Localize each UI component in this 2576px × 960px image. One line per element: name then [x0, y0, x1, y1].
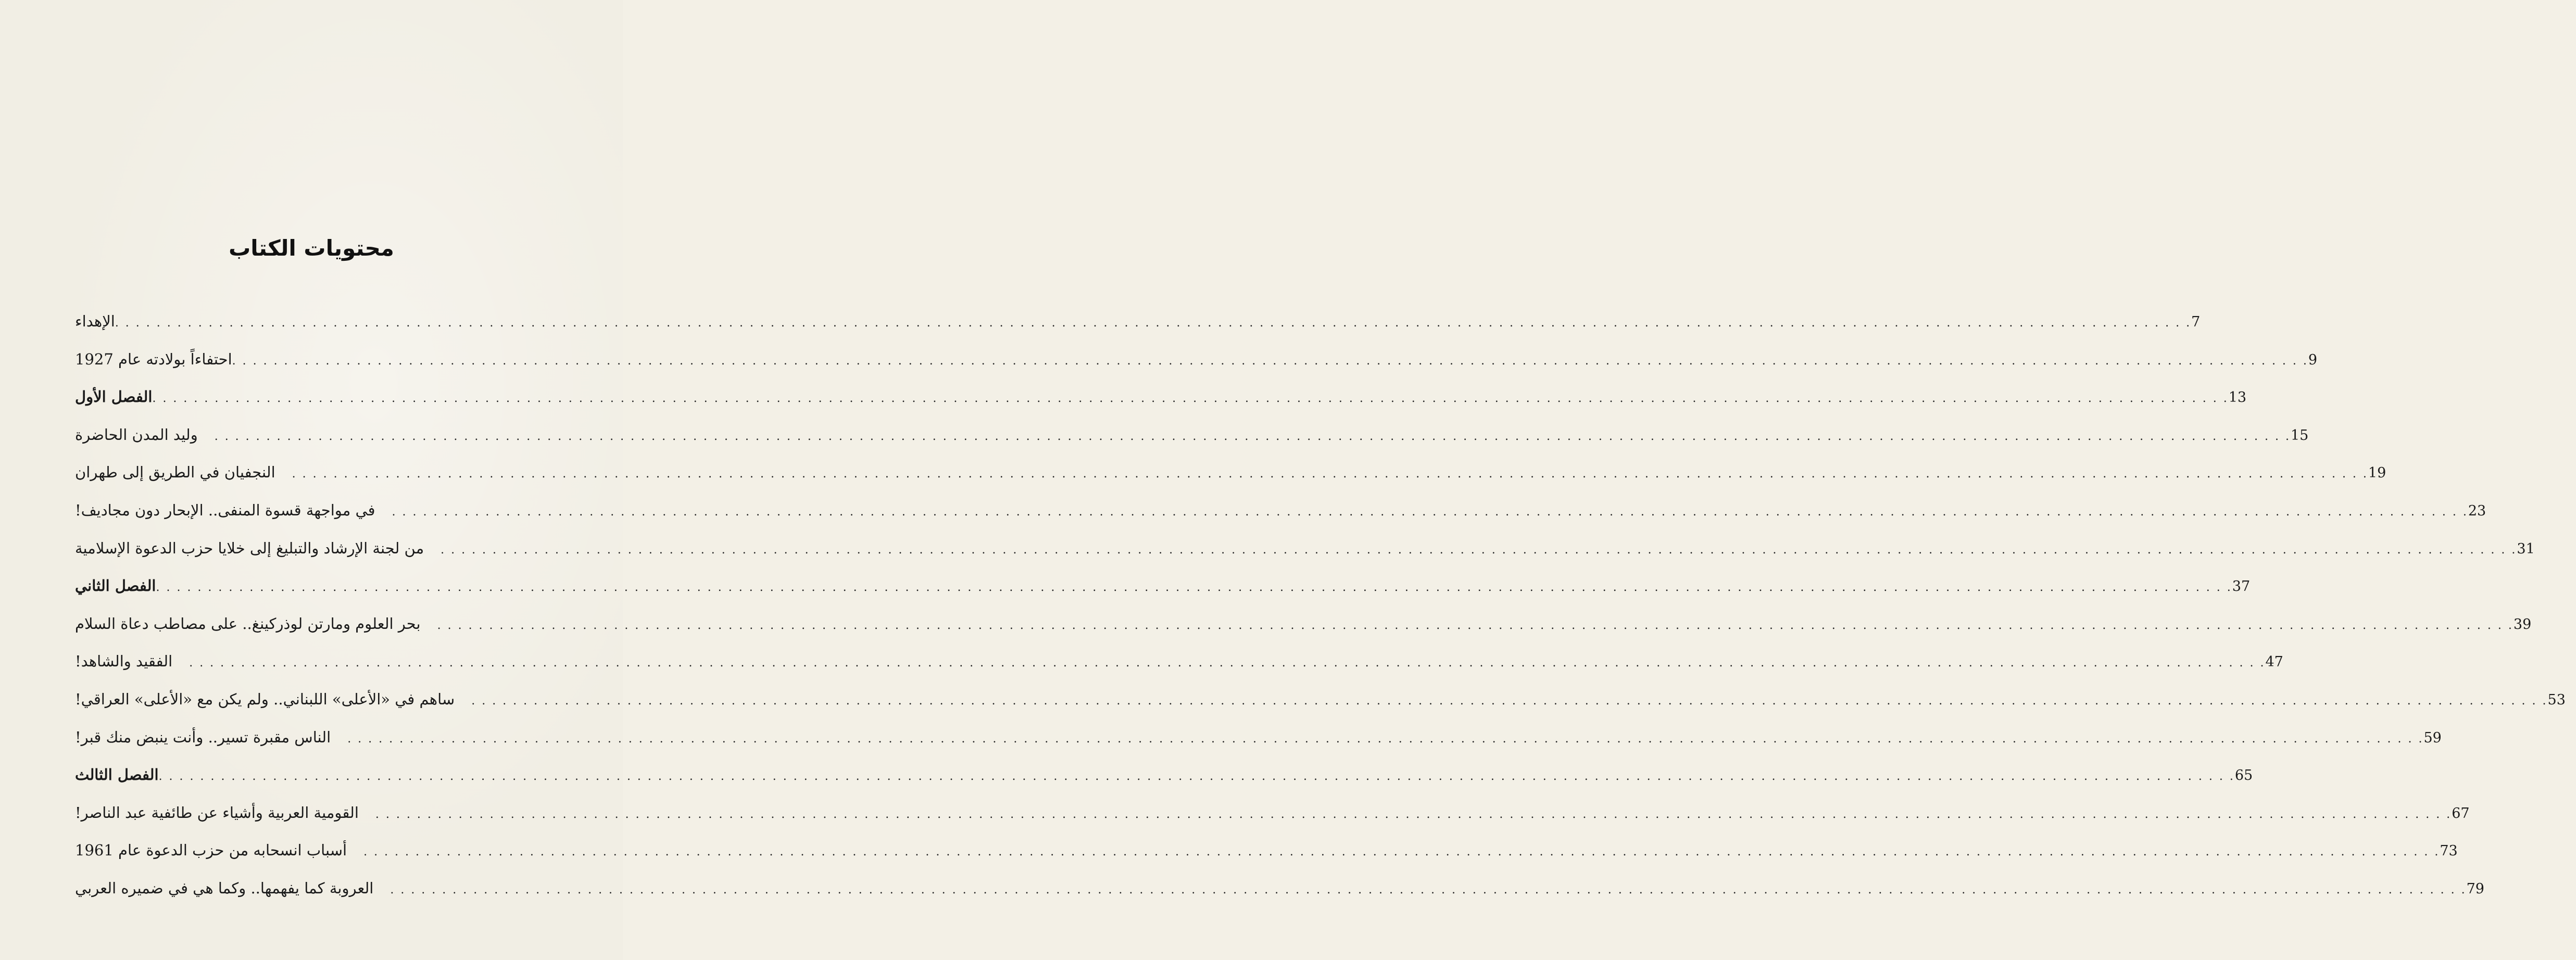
toc-entry-page-number: 37: [2232, 578, 2251, 595]
toc-entry: [68, 501, 2486, 539]
toc-entry-page-number: 53: [2547, 691, 2566, 708]
toc-entry: [68, 879, 2484, 917]
dot-leader: . . . . . . . . . . . . . . . . . . . . . . . . . . . . . . . . . . . . . . . . . . . . . . . . . . . . . . . . . . . . . . . . . . . . . . . . . . . . . . . . . . . . . . . . . . . . . . . . . . . . . . . . . . . . . . . . . . . . . . . . . . . . . . . . . . . . . . . . . . . . . . . . . . . . . . . . . . . . . . . . . . . . . . . . . . . . . . . . . . . . . . . . . . . . . . . . . . . . . . . .: [214, 430, 2291, 443]
toc-entry: [68, 312, 2201, 350]
toc-entry: [68, 350, 2318, 388]
page-title: محتويات الكتاب: [229, 235, 394, 261]
dot-leader: . . . . . . . . . . . . . . . . . . . . . . . . . . . . . . . . . . . . . . . . . . . . . . . . . . . . . . . . . . . . . . . . . . . . . . . . . . . . . . . . . . . . . . . . . . . . . . . . . . . . . . . . . . . . . . . . . . . . . . . . . . . . . . . . . . . . . . . . . . . . . . . . . . . . . . . . . . . . . . . . . . . . . . . . . . . . . . . . . . . . . . . . . . . . . . . . . . . . . . . .: [232, 354, 2308, 368]
toc-entry-title: القومية العربية وأشياء عن طائفية عبد الناصر!: [75, 803, 359, 822]
toc-entry: [68, 388, 2247, 426]
toc-entry-page-number: 39: [2513, 616, 2532, 633]
toc-entry-title: وليد المدن الحاضرة: [75, 425, 198, 444]
dot-leader: . . . . . . . . . . . . . . . . . . . . . . . . . . . . . . . . . . . . . . . . . . . . . . . . . . . . . . . . . . . . . . . . . . . . . . . . . . . . . . . . . . . . . . . . . . . . . . . . . . . . . . . . . . . . . . . . . . . . . . . . . . . . . . . . . . . . . . . . . . . . . . . . . . . . . . . . . . . . . . . . . . . . . . . . . . . . . . . . . . . . . . . . . . . . . . . . . . . . . . . .: [158, 770, 2235, 784]
toc-entry: [68, 425, 2309, 464]
toc-entry-page-number: 15: [2290, 427, 2309, 444]
toc-entry-page-number: 59: [2423, 729, 2442, 746]
toc-entry-title: أسباب انسحابه من حزب الدعوة عام 1961: [75, 841, 347, 860]
toc-entry-title: العروبة كما يفهمها.. وكما هي في ضميره العربي: [75, 879, 374, 897]
toc-entry: [68, 539, 2535, 577]
table-of-contents: [68, 312, 2566, 917]
dot-leader: . . . . . . . . . . . . . . . . . . . . . . . . . . . . . . . . . . . . . . . . . . . . . . . . . . . . . . . . . . . . . . . . . . . . . . . . . . . . . . . . . . . . . . . . . . . . . . . . . . . . . . . . . . . . . . . . . . . . . . . . . . . . . . . . . . . . . . . . . . . . . . . . . . . . . . . . . . . . . . . . . . . . . . . . . . . . . . . . . . . . . . . . . . . . . . . . . . . . . . . .: [189, 656, 2266, 670]
dot-leader: . . . . . . . . . . . . . . . . . . . . . . . . . . . . . . . . . . . . . . . . . . . . . . . . . . . . . . . . . . . . . . . . . . . . . . . . . . . . . . . . . . . . . . . . . . . . . . . . . . . . . . . . . . . . . . . . . . . . . . . . . . . . . . . . . . . . . . . . . . . . . . . . . . . . . . . . . . . . . . . . . . . . . . . . . . . . . . . . . . . . . . . . . . . . . . . . . . . . . . . .: [392, 505, 2468, 519]
dot-leader: . . . . . . . . . . . . . . . . . . . . . . . . . . . . . . . . . . . . . . . . . . . . . . . . . . . . . . . . . . . . . . . . . . . . . . . . . . . . . . . . . . . . . . . . . . . . . . . . . . . . . . . . . . . . . . . . . . . . . . . . . . . . . . . . . . . . . . . . . . . . . . . . . . . . . . . . . . . . . . . . . . . . . . . . . . . . . . . . . . . . . . . . . . . . . . . . . . . . . . . .: [375, 807, 2452, 821]
toc-entry-page-number: 31: [2517, 540, 2535, 557]
toc-entry: [68, 728, 2442, 766]
toc-entry: [68, 766, 2253, 804]
toc-entry-page-number: 23: [2468, 502, 2486, 519]
toc-entry: [68, 652, 2283, 690]
toc-entry-title: احتفاءاً بولادته عام 1927: [75, 350, 232, 368]
toc-entry-page-number: 79: [2466, 880, 2484, 897]
toc-entry-title: الناس مقبرة تسير.. وأنت ينبض منك قبر!: [75, 728, 331, 746]
toc-entry-title: الفصل الثاني: [75, 577, 156, 595]
dot-leader: . . . . . . . . . . . . . . . . . . . . . . . . . . . . . . . . . . . . . . . . . . . . . . . . . . . . . . . . . . . . . . . . . . . . . . . . . . . . . . . . . . . . . . . . . . . . . . . . . . . . . . . . . . . . . . . . . . . . . . . . . . . . . . . . . . . . . . . . . . . . . . . . . . . . . . . . . . . . . . . . . . . . . . . . . . . . . . . . . . . . . . . . . . . . . . . . . . . . . . . .: [292, 468, 2368, 481]
toc-entry-title: الفقيد والشاهد!: [75, 652, 173, 671]
toc-entry: [68, 841, 2458, 879]
dot-leader: . . . . . . . . . . . . . . . . . . . . . . . . . . . . . . . . . . . . . . . . . . . . . . . . . . . . . . . . . . . . . . . . . . . . . . . . . . . . . . . . . . . . . . . . . . . . . . . . . . . . . . . . . . . . . . . . . . . . . . . . . . . . . . . . . . . . . . . . . . . . . . . . . . . . . . . . . . . . . . . . . . . . . . . . . . . . . . . . . . . . . . . . . . . . . . . . . . . . . . . .: [363, 845, 2440, 859]
toc-entry-title: بحر العلوم ومارتن لوذركينغ.. على مصاطب دعاة السلام: [75, 614, 421, 633]
toc-entry-page-number: 47: [2265, 654, 2283, 671]
toc-entry-page-number: 73: [2440, 843, 2458, 860]
toc-entry-title: ساهم في «الأعلى» اللبناني.. ولم يكن مع «الأعلى» العراقي!: [75, 690, 455, 708]
dot-leader: . . . . . . . . . . . . . . . . . . . . . . . . . . . . . . . . . . . . . . . . . . . . . . . . . . . . . . . . . . . . . . . . . . . . . . . . . . . . . . . . . . . . . . . . . . . . . . . . . . . . . . . . . . . . . . . . . . . . . . . . . . . . . . . . . . . . . . . . . . . . . . . . . . . . . . . . . . . . . . . . . . . . . . . . . . . . . . . . . . . . . . . . . . . . . . . . . . . . . . . .: [441, 543, 2517, 557]
dot-leader: . . . . . . . . . . . . . . . . . . . . . . . . . . . . . . . . . . . . . . . . . . . . . . . . . . . . . . . . . . . . . . . . . . . . . . . . . . . . . . . . . . . . . . . . . . . . . . . . . . . . . . . . . . . . . . . . . . . . . . . . . . . . . . . . . . . . . . . . . . . . . . . . . . . . . . . . . . . . . . . . . . . . . . . . . . . . . . . . . . . . . . . . . . . . . . . . . . . . . . . .: [115, 317, 2192, 330]
toc-entry-page-number: 65: [2234, 767, 2253, 784]
dot-leader: . . . . . . . . . . . . . . . . . . . . . . . . . . . . . . . . . . . . . . . . . . . . . . . . . . . . . . . . . . . . . . . . . . . . . . . . . . . . . . . . . . . . . . . . . . . . . . . . . . . . . . . . . . . . . . . . . . . . . . . . . . . . . . . . . . . . . . . . . . . . . . . . . . . . . . . . . . . . . . . . . . . . . . . . . . . . . . . . . . . . . . . . . . . . . . . . . . . . . . . .: [156, 581, 2232, 595]
dot-leader: . . . . . . . . . . . . . . . . . . . . . . . . . . . . . . . . . . . . . . . . . . . . . . . . . . . . . . . . . . . . . . . . . . . . . . . . . . . . . . . . . . . . . . . . . . . . . . . . . . . . . . . . . . . . . . . . . . . . . . . . . . . . . . . . . . . . . . . . . . . . . . . . . . . . . . . . . . . . . . . . . . . . . . . . . . . . . . . . . . . . . . . . . . . . . . . . . . . . . . . .: [437, 618, 2514, 632]
toc-entry-page-number: 13: [2228, 389, 2247, 406]
dot-leader: . . . . . . . . . . . . . . . . . . . . . . . . . . . . . . . . . . . . . . . . . . . . . . . . . . . . . . . . . . . . . . . . . . . . . . . . . . . . . . . . . . . . . . . . . . . . . . . . . . . . . . . . . . . . . . . . . . . . . . . . . . . . . . . . . . . . . . . . . . . . . . . . . . . . . . . . . . . . . . . . . . . . . . . . . . . . . . . . . . . . . . . . . . . . . . . . . . . . . . . .: [390, 883, 2467, 896]
toc-entry: [68, 690, 2566, 728]
toc-entry-title: الفصل الأول: [75, 388, 153, 406]
toc-entry-title: في مواجهة قسوة المنفى.. الإبحار دون مجاديف!: [75, 501, 375, 519]
toc-entry: [68, 614, 2532, 653]
toc-entry-page-number: 9: [2308, 351, 2318, 368]
dot-leader: . . . . . . . . . . . . . . . . . . . . . . . . . . . . . . . . . . . . . . . . . . . . . . . . . . . . . . . . . . . . . . . . . . . . . . . . . . . . . . . . . . . . . . . . . . . . . . . . . . . . . . . . . . . . . . . . . . . . . . . . . . . . . . . . . . . . . . . . . . . . . . . . . . . . . . . . . . . . . . . . . . . . . . . . . . . . . . . . . . . . . . . . . . . . . . . . . . . . . . . .: [347, 732, 2424, 746]
toc-entry-title: الإهداء: [75, 312, 115, 330]
toc-entry-page-number: 19: [2368, 465, 2386, 482]
toc-entry-title: النجفيان في الطريق إلى طهران: [75, 463, 275, 482]
toc-entry: [68, 463, 2386, 501]
toc-entry-title: الفصل الثالث: [75, 766, 159, 784]
toc-entry-page-number: 67: [2452, 805, 2470, 822]
toc-entry: [68, 577, 2251, 615]
toc-entry: [68, 803, 2470, 842]
toc-entry-page-number: 7: [2191, 314, 2201, 330]
dot-leader: . . . . . . . . . . . . . . . . . . . . . . . . . . . . . . . . . . . . . . . . . . . . . . . . . . . . . . . . . . . . . . . . . . . . . . . . . . . . . . . . . . . . . . . . . . . . . . . . . . . . . . . . . . . . . . . . . . . . . . . . . . . . . . . . . . . . . . . . . . . . . . . . . . . . . . . . . . . . . . . . . . . . . . . . . . . . . . . . . . . . . . . . . . . . . . . . . . . . . . . .: [152, 392, 2229, 406]
toc-entry-title: من لجنة الإرشاد والتبليغ إلى خلايا حزب الدعوة الإسلامية: [75, 539, 424, 557]
dot-leader: . . . . . . . . . . . . . . . . . . . . . . . . . . . . . . . . . . . . . . . . . . . . . . . . . . . . . . . . . . . . . . . . . . . . . . . . . . . . . . . . . . . . . . . . . . . . . . . . . . . . . . . . . . . . . . . . . . . . . . . . . . . . . . . . . . . . . . . . . . . . . . . . . . . . . . . . . . . . . . . . . . . . . . . . . . . . . . . . . . . . . . . . . . . . . . . . . . . . . . . .: [471, 694, 2548, 708]
